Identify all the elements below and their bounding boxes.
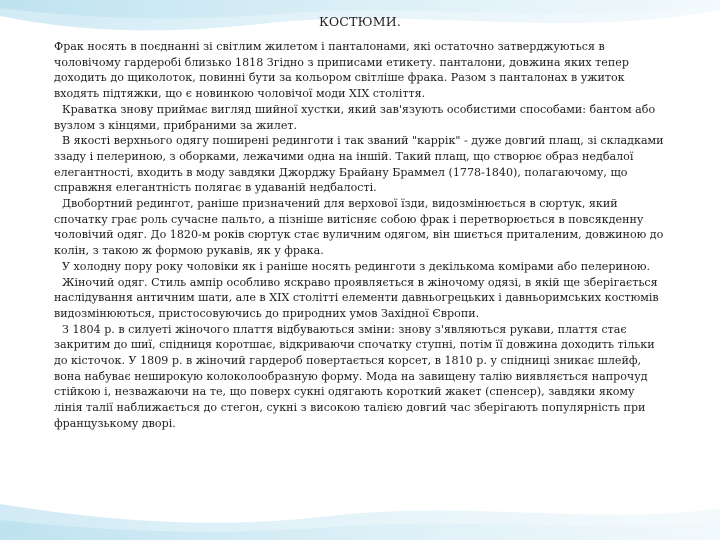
paragraph: Фрак носять в поєднанні зі світлим жилетом і панталонами, які остаточно затверджуються в чоловічому гардеробі близько 1818 Згідно з приписами етикету. панталони, довжина яких тепер доходить до щиколоток, повинні бути за кольором світліше фрака. Разом з панталонах в ужиток входять підтяжки, що є новинкою чоловічої моди XIX століття. (54, 40, 629, 101)
paragraph: Жіночий одяг. Стиль ампір особливо яскраво проявляється в жіночому одязі, в якій ще зберігається наслідування античним шати, але в XIX столітті елементи давньогрецьких і давньоримських костюмів видозмінюються, пристосовуючись до природних умов Західної Європи. (54, 275, 659, 320)
paragraph: Двобортний редингот, раніше призначений для верхової їзди, видозмінюється в сюртук, який спочатку грає роль сучасне пальто, а пізніше витісняє собою фрак і перетворюється в повсякденну чоловічий одяг. До 1820-м років сюртук стає вуличним одягом, він шиється приталеним, довжиною до колін, з такою ж формою рукавів, як у фрака. (54, 197, 664, 258)
paragraph: У холодну пору року чоловіки як і раніше носять рединготи з декількома комірами або пелериною. (62, 259, 651, 273)
slide-body (54, 39, 666, 432)
paragraph: В якості верхнього одягу поширені рединготи і так званий "каррік" - дуже довгий плащ, зі складками ззаду і пелериною, з оборками, лежачими одна на іншій. Такий плащ, що створює образ недбалої елегантності, входить в моду завдяки Джорджу Брайану Браммел (1778-1840), полагаючому, що справжня елегантність полягає в удаваній недбалості. (54, 134, 664, 195)
paragraph: Краватка знову приймає вигляд шийної хустки, який зав'язують особистими способами: бантом або вузлом з кінцями, прибраними за жилет. (54, 102, 656, 132)
slide-title: КОСТЮМИ. (318, 14, 401, 29)
paragraph: З 1804 р. в силуеті жіночого плаття відбуваються зміни: знову з'являються рукави, плаття стає закритим до шиї, спідниця коротшає, відкриваючи спочатку ступні, потім її довжина доходить тільки до кісточок. У 1809 р. в жіночий гардероб повертається корсет, в 1810 р. у спідниці зникає шлейф, вона набуває неширокую колоколообразную форму. Мода на завищену талію виявляється напрочуд стійкою і, незважаючи на те, що поверх сукні одягають короткий жакет (спенсер), завдяки якому лінія талії наближається до стегон, сукні з високою талією довгий час зберігають популярність при французькому дворі. (54, 322, 655, 430)
